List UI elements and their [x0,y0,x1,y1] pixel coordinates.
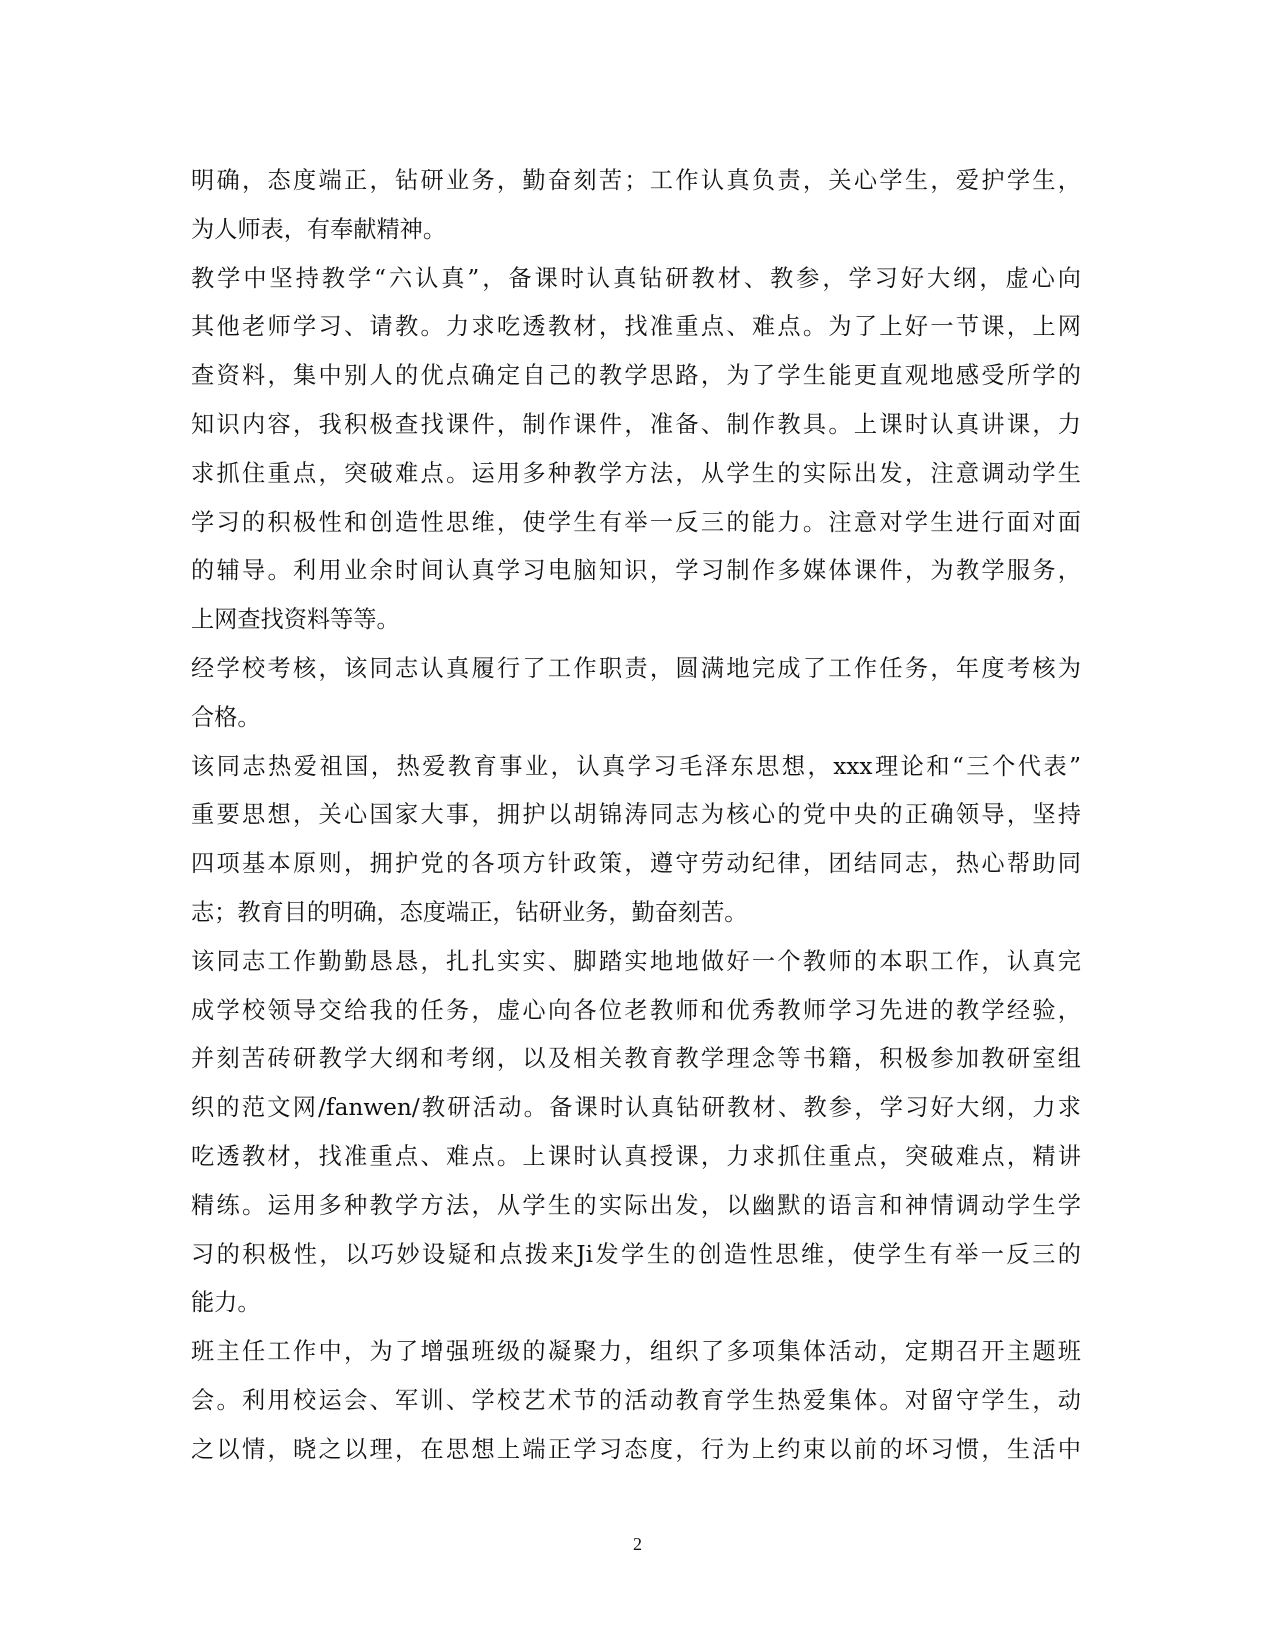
text-line: 志；教育目的明确，态度端正，钻研业务，勤奋刻苦。 [191,898,748,926]
text-line: 织的范文网/fanwen/教研活动。备课时认真钻研教材、教参，学习好大纲，力求 [191,1094,1081,1122]
text-line: 上网查找资料等等。 [191,606,400,634]
page-number: 2 [633,1534,642,1554]
text-line: 班主任工作中，为了增强班级的凝聚力，组织了多项集体活动，定期召开主题班 [191,1338,1081,1366]
text-line: 明确，态度端正，钻研业务，勤奋刻苦；工作认真负责，关心学生，爱护学生， [191,167,1081,194]
text-line: 的辅导。利用业余时间认真学习电脑知识，学习制作多媒体课件，为教学服务， [191,557,1081,585]
text-line: 并刻苦砖研教学大纲和考纲，以及相关教育教学理念等书籍，积极参加教研室组 [191,1045,1081,1073]
text-line: 会。利用校运会、军训、学校艺术节的活动教育学生热爱集体。对留守学生，动 [191,1386,1081,1414]
text-line: 求抓住重点，突破难点。运用多种教学方法，从学生的实际出发，注意调动学生 [191,459,1081,487]
text-line: 成学校领导交给我的任务，虚心向各位老教师和优秀教师学习先进的教学经验， [191,996,1081,1024]
text-line: 该同志热爱祖国，热爱教育事业，认真学习毛泽东思想，xxx理论和“三个代表” [191,752,1081,780]
text-line: 其他老师学习、请教。力求吃透教材，找准重点、难点。为了上好一节课，上网 [191,313,1081,341]
text-line: 该同志工作勤勤恳恳，扎扎实实、脚踏实地地做好一个教师的本职工作，认真完 [191,947,1081,975]
text-line: 经学校考核，该同志认真履行了工作职责，圆满地完成了工作任务，年度考核为 [191,654,1081,682]
text-line: 学习的积极性和创造性思维，使学生有举一反三的能力。注意对学生进行面对面 [191,508,1081,536]
text-line: 吃透教材，找准重点、难点。上课时认真授课，力求抓住重点，突破难点，精讲 [191,1142,1081,1170]
body-text [191,157,1081,1475]
text-line: 四项基本原则，拥护党的各项方针政策，遵守劳动纪律，团结同志，热心帮助同 [191,850,1081,878]
text-line: 能力。 [191,1289,261,1317]
text-line: 为人师表，有奉献精神。 [191,215,447,243]
text-line: 合格。 [191,703,261,731]
text-line: 教学中坚持教学“六认真”，备课时认真钻研教材、教参，学习好大纲，虚心向 [191,264,1081,292]
text-line: 查资料，集中别人的优点确定自己的教学思路，为了学生能更直观地感受所学的 [191,362,1081,390]
text-line: 习的积极性，以巧妙设疑和点拨来Ji发学生的创造性思维，使学生有举一反三的 [191,1240,1081,1268]
text-line: 精练。运用多种教学方法，从学生的实际出发，以幽默的语言和神情调动学生学 [191,1191,1081,1219]
text-line: 知识内容，我积极查找课件，制作课件，准备、制作教具。上课时认真讲课，力 [191,410,1081,438]
text-line: 重要思想，关心国家大事，拥护以胡锦涛同志为核心的党中央的正确领导，坚持 [191,801,1081,829]
text-line: 之以情，晓之以理，在思想上端正学习态度，行为上约束以前的坏习惯，生活中 [191,1435,1081,1463]
